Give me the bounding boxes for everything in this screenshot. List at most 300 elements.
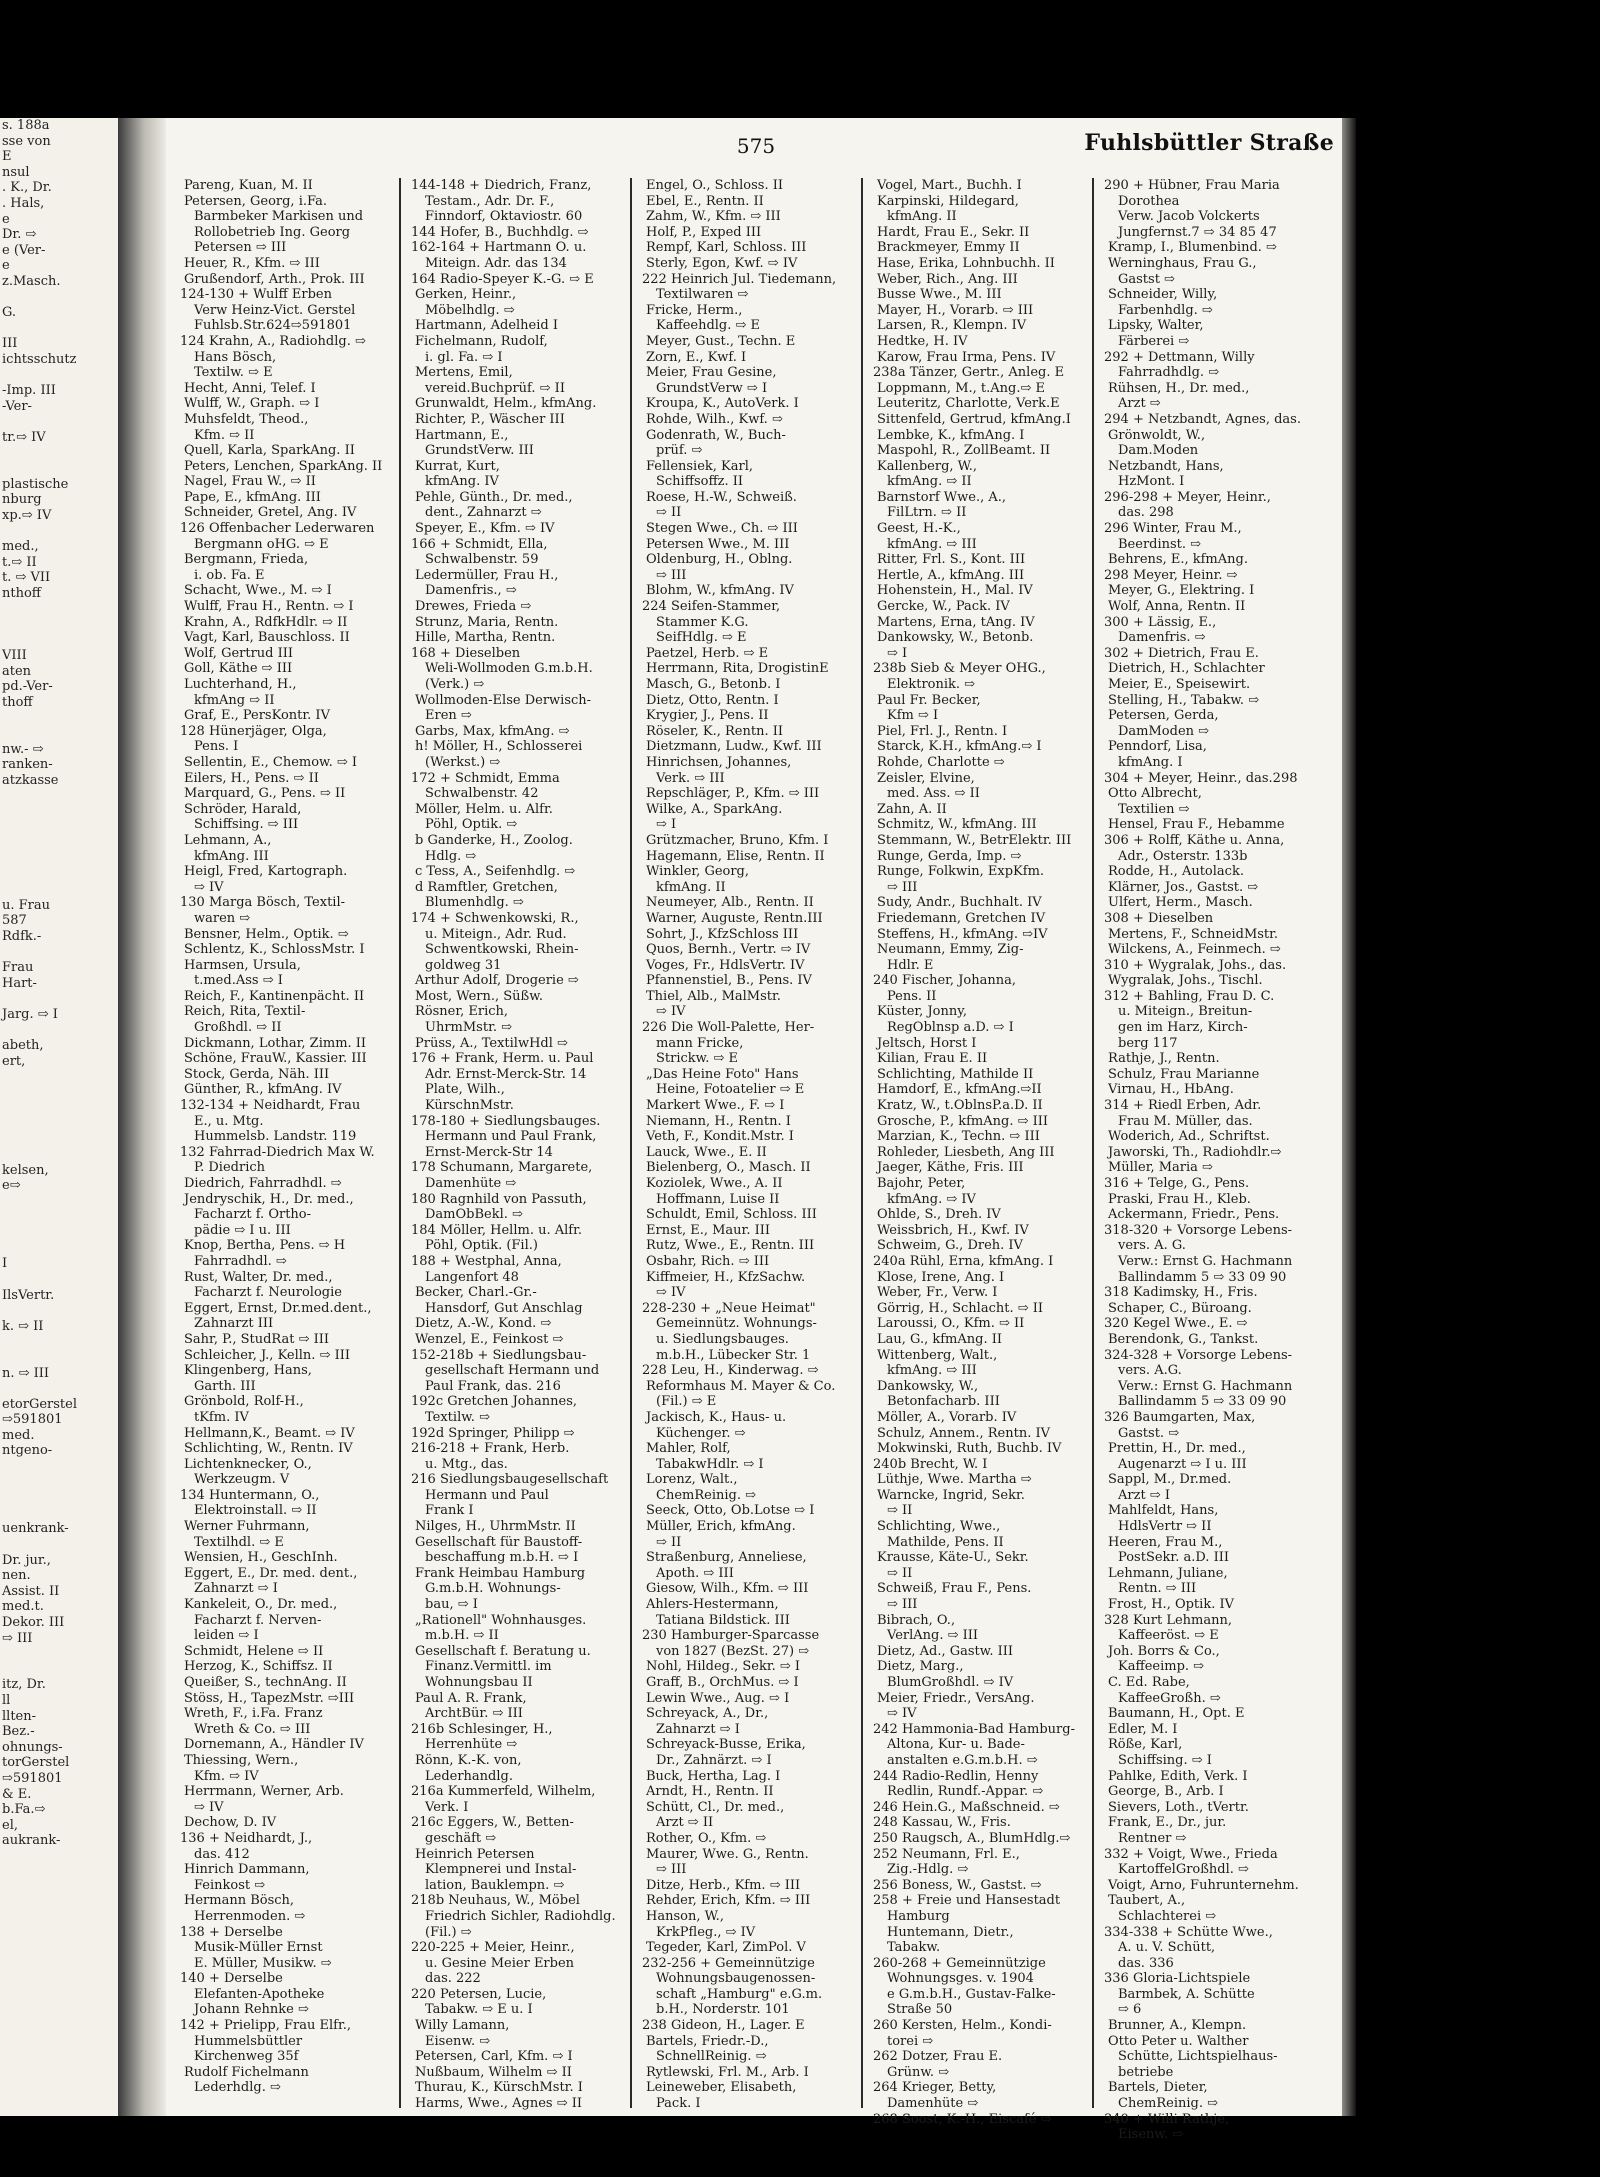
directory-entry: Frau M. Müller, das. <box>1118 1113 1253 1129</box>
directory-entry: ⇨ 6 <box>1118 2002 1142 2018</box>
directory-entry: Stock, Gerda, Näh. III <box>184 1066 330 1082</box>
directory-entry: kfmAng. IV <box>425 474 499 490</box>
directory-entry: goldweg 31 <box>425 957 502 973</box>
address-number-entry: 240b Brecht, W. I <box>873 1456 988 1472</box>
directory-entry: Kfm. ⇨ IV <box>194 1768 259 1784</box>
address-number-entry: 218b Neuhaus, W., Möbel <box>411 1893 580 1909</box>
directory-entry: Schacht, Wwe., M. ⇨ I <box>184 583 332 599</box>
directory-entry: Harms, Wwe., Agnes ⇨ II <box>415 2096 583 2112</box>
address-number-entry: 152-218b + Siedlungsbau- <box>411 1347 587 1363</box>
directory-entry: Schulz, Annem., Rentn. IV <box>877 1425 1050 1441</box>
directory-entry: Redlin, Rundf.-Appar. ⇨ <box>887 1784 1044 1800</box>
directory-entry: Eren ⇨ <box>425 708 472 724</box>
directory-entry: Wilke, A., SparkAng. <box>646 801 783 817</box>
directory-entry: Klärner, Jos., Gastst. ⇨ <box>1108 879 1259 895</box>
directory-entry: tKfm. IV <box>194 1409 249 1425</box>
address-number-entry: 242 Hammonia-Bad Hamburg- <box>873 1721 1075 1737</box>
directory-entry: Verw. Jacob Volckerts <box>1118 209 1260 225</box>
address-number-entry: 232-256 + Gemeinnützige <box>642 1955 815 1971</box>
left-page-fragment <box>0 1459 118 1475</box>
directory-entry: Fuhlsb.Str.624⇨591801 <box>194 318 352 334</box>
directory-entry: Küster, Jonny, <box>877 1004 967 1020</box>
directory-entry: PostSekr. a.D. III <box>1118 1550 1229 1566</box>
address-number-entry: 296-298 + Meyer, Heinr., <box>1104 489 1271 505</box>
left-page-fragment <box>0 1194 118 1210</box>
directory-entry: Virnau, H., HbAng. <box>1108 1082 1234 1098</box>
directory-entry: (Werkst.) ⇨ <box>425 754 501 770</box>
directory-entry: Gemeinnütz. Wohnungs- <box>656 1316 817 1332</box>
left-page-fragment: aukrank- <box>2 1833 61 1849</box>
directory-entry: Jaworski, Th., Radiohdlr.⇨ <box>1108 1144 1282 1160</box>
directory-entry: (Fil.) ⇨ E <box>656 1394 717 1410</box>
column-3 <box>642 178 863 2112</box>
address-number-entry: 306 + Rolff, Käthe u. Anna, <box>1104 832 1285 848</box>
directory-entry: Dietzmann, Ludw., Kwf. III <box>646 739 822 755</box>
directory-entry: Holf, P., Exped III <box>646 224 762 240</box>
left-page-fragment: plastische <box>2 476 69 492</box>
directory-entry: Pöhl, Optik. ⇨ <box>425 817 518 833</box>
column-2 <box>411 178 632 2112</box>
directory-entry: Rempf, Karl, Schloss. III <box>646 240 807 256</box>
directory-entry: Grönbold, Rolf-H., <box>184 1394 304 1410</box>
directory-entry: lation, Bauklempn. ⇨ <box>425 1877 565 1893</box>
directory-entry: b.H., Norderstr. 101 <box>656 2002 790 2018</box>
directory-entry: Altona, Kur- u. Bade- <box>887 1737 1025 1753</box>
left-page-fragment: Jarg. ⇨ I <box>2 1006 58 1022</box>
directory-entry: Reich, Rita, Textil- <box>184 1004 306 1020</box>
left-page-fragment: etorGerstel <box>2 1396 77 1412</box>
directory-entry: Hans Bösch, <box>194 349 277 365</box>
directory-entry: Sudy, Andr., Buchhalt. IV <box>877 895 1042 911</box>
directory-entry: Grönwoldt, W., <box>1108 427 1206 443</box>
directory-entry: Schröder, Harald, <box>184 801 302 817</box>
directory-entry: Rodde, H., Autolack. <box>1108 864 1244 880</box>
directory-entry: Schiffsing. ⇨ I <box>1118 1752 1212 1768</box>
directory-entry: geschäft ⇨ <box>425 1830 497 1846</box>
directory-entry: Petersen, Carl, Kfm. ⇨ I <box>415 2049 573 2065</box>
left-page-fragment <box>0 1350 118 1366</box>
directory-entry: Koziolek, Wwe., A. II <box>646 1176 783 1191</box>
directory-entry: Vogel, Mart., Buchh. I <box>877 178 1022 193</box>
left-page-fragment: u. Frau <box>2 897 50 913</box>
left-page-fragment: ert, <box>2 1053 26 1069</box>
directory-entry: Verw.: Ernst G. Hachmann <box>1118 1253 1293 1269</box>
directory-entry: Friedrich Sichler, Radiohdlg. <box>425 1908 616 1924</box>
directory-entry: Schreyack, A., Dr., <box>646 1706 769 1722</box>
directory-entry: Mokwinski, Ruth, Buchb. IV <box>877 1441 1062 1457</box>
address-number-entry: 142 + Prielipp, Frau Elfr., <box>180 2018 352 2034</box>
left-page-fragment: tr.⇨ IV <box>2 429 46 445</box>
directory-entry: kfmAng. ⇨ IV <box>887 1191 976 1207</box>
directory-entry: kfmAng. ⇨ II <box>887 474 972 490</box>
directory-entry: Arzt ⇨ I <box>1118 1487 1170 1503</box>
directory-entry: RegOblnsp a.D. ⇨ I <box>887 1020 1014 1036</box>
left-page-fragment <box>0 523 118 539</box>
directory-entry: Finndorf, Oktaviostr. 60 <box>425 209 583 225</box>
address-number-entry: 124 Krahn, A., Radiohdlg. ⇨ <box>180 333 366 349</box>
directory-entry: Mahler, Rolf, <box>646 1441 731 1457</box>
directory-entry: Bielenberg, O., Masch. II <box>646 1160 811 1176</box>
address-number-entry: 298 Meyer, Heinr. ⇨ <box>1104 567 1238 583</box>
directory-entry: beschaffung m.b.H. ⇨ I <box>425 1550 579 1566</box>
directory-entry: Giesow, Wilh., Kfm. ⇨ III <box>646 1581 809 1597</box>
address-number-entry: 238a Tänzer, Gertr., Anleg. E <box>873 365 1065 381</box>
directory-entry: Geest, H.-K., <box>877 521 961 537</box>
directory-entry: kfmAng. III <box>194 848 269 864</box>
directory-entry: kfmAng. II <box>887 209 957 225</box>
address-number-entry: 220 Petersen, Lucie, <box>411 1986 547 2002</box>
directory-entry: Graff, B., OrchMus. ⇨ I <box>646 1675 799 1690</box>
directory-entry: Arzt ⇨ <box>1118 396 1161 412</box>
directory-entry: Grunwaldt, Helm., kfmAng. <box>415 396 597 412</box>
directory-entry: Jeltsch, Horst I <box>877 1035 977 1051</box>
directory-entry: Otto Albrecht, <box>1108 786 1202 802</box>
left-page-fragment <box>0 445 118 461</box>
directory-entry: Winkler, Georg, <box>646 864 750 880</box>
directory-entry: Meier, E., Speisewirt. <box>1108 677 1251 692</box>
directory-entry: Finanz.Vermittl. im <box>425 1659 552 1675</box>
directory-entry: Rösner, Erich, <box>415 1004 509 1020</box>
left-page-fragment: ll <box>2 1692 11 1708</box>
left-page-fragment: Hart- <box>2 975 37 991</box>
directory-entry: Meyer, G., Elektring. I <box>1108 583 1255 599</box>
directory-entry: Sterly, Egon, Kwf. ⇨ IV <box>646 255 798 271</box>
directory-entry: vereid.Buchprüf. ⇨ II <box>425 380 565 396</box>
directory-entry: A. u. V. Schütt, <box>1118 1940 1216 1956</box>
directory-entry: GrundstVerw ⇨ I <box>656 380 768 396</box>
left-page-fragment: . K., Dr. <box>2 180 52 196</box>
left-page-fragment: e <box>2 258 10 274</box>
left-page-fragment: Dr. ⇨ <box>2 227 37 243</box>
directory-entry: Knop, Bertha, Pens. ⇨ H <box>184 1238 346 1254</box>
left-page-fragment <box>0 1225 118 1241</box>
directory-entry: Speyer, E., Kfm. ⇨ IV <box>415 521 555 537</box>
directory-entry: C. Ed. Rabe, <box>1108 1675 1190 1690</box>
directory-entry: ⇨ II <box>887 1503 913 1519</box>
address-number-entry: 256 Boness, W., Gastst. ⇨ <box>873 1877 1042 1893</box>
directory-entry: Oldenburg, H., Oblng. <box>646 552 793 568</box>
address-number-entry: 260 Kersten, Helm., Kondi- <box>873 2018 1052 2034</box>
directory-entry: Krausse, Käte-U., Sekr. <box>877 1550 1029 1566</box>
directory-entry: Kankeleit, O., Dr. med., <box>184 1597 338 1613</box>
directory-entry: Herrmann, Rita, DrogistinE <box>646 661 829 677</box>
directory-entry: Lau, G., kfmAng. II <box>877 1331 1002 1347</box>
directory-entry: Facharzt f. Neurologie <box>194 1285 342 1301</box>
directory-entry: ⇨ II <box>656 505 682 521</box>
left-page-fragment <box>0 1334 118 1350</box>
address-number-entry: 134 Huntermann, O., <box>180 1487 320 1503</box>
directory-entry: Lorenz, Walt., <box>646 1472 738 1488</box>
left-page-fragment <box>0 1085 118 1101</box>
address-number-entry: 316 + Telge, G., Pens. <box>1104 1176 1250 1191</box>
directory-entry: Zig.-Hdlg. ⇨ <box>887 1862 969 1878</box>
directory-entry: das. 336 <box>1118 1955 1174 1971</box>
directory-entry: c Tess, A., Seifenhdlg. ⇨ <box>415 864 576 880</box>
directory-entry: Vagt, Karl, Bauschloss. II <box>184 630 350 646</box>
directory-entry: torei ⇨ <box>887 2033 934 2049</box>
directory-entry: Grosche, P., kfmAng. ⇨ III <box>877 1113 1049 1129</box>
directory-entry: Facharzt f. Ortho- <box>194 1207 312 1223</box>
directory-entry: Fahrradhdlg. ⇨ <box>1118 365 1220 381</box>
directory-entry: Dietrich, H., Schlachter <box>1108 661 1265 677</box>
address-number-entry: 294 + Netzbandt, Agnes, das. <box>1104 411 1301 427</box>
directory-entry: vers. A.G. <box>1118 1363 1182 1379</box>
directory-entry: BlumGroßhdl. ⇨ IV <box>887 1675 1014 1690</box>
directory-entry: Schlichting, Mathilde II <box>877 1066 1034 1082</box>
directory-entry: Gesellschaft für Baustoff- <box>415 1534 583 1550</box>
directory-entry: Textilw. ⇨ E <box>194 365 273 381</box>
directory-entry: Dorothea <box>1118 193 1180 209</box>
directory-entry: ⇨ IV <box>656 1285 686 1301</box>
directory-entry: Praski, Frau H., Kleb. <box>1108 1191 1251 1207</box>
directory-entry: Hardt, Frau E., Sekr. II <box>877 224 1030 240</box>
directory-entry: ⇨ II <box>887 1565 913 1581</box>
directory-entry: Wohnungsbaugenossen- <box>656 1971 816 1987</box>
directory-entry: Warncke, Ingrid, Sekr. <box>877 1487 1025 1503</box>
directory-entry: Reformhaus M. Mayer & Co. <box>646 1378 836 1394</box>
directory-entry: Fellensiek, Karl, <box>646 458 754 474</box>
directory-entry: Graf, E., PersKontr. IV <box>184 708 330 724</box>
address-number-entry: 228 Leu, H., Kinderwag. ⇨ <box>642 1363 819 1379</box>
directory-entry: Sappl, M., Dr.med. <box>1108 1472 1232 1488</box>
directory-entry: Ernst-Merck-Str 14 <box>425 1144 553 1160</box>
directory-entry: Wittenberg, Walt., <box>877 1347 998 1363</box>
page-edge-shadow <box>1342 118 1356 2116</box>
directory-entry: Garth. III <box>194 1378 256 1394</box>
directory-entry: „Das Heine Foto" Hans <box>646 1066 799 1082</box>
directory-entry: Schleicher, J., Kelln. ⇨ III <box>184 1347 351 1363</box>
directory-entry: Krygier, J., Pens. II <box>646 708 769 724</box>
directory-entry: h! Möller, H., Schlosserei <box>415 739 583 755</box>
directory-entry: Jendryschik, H., Dr. med., <box>184 1191 354 1207</box>
directory-entry: Voigt, Arno, Fuhrunternehm. <box>1108 1877 1299 1893</box>
directory-entry: Engel, O., Schloss. II <box>646 178 784 193</box>
directory-entry: Wohnungsbau II <box>425 1675 533 1690</box>
directory-entry: Damenhüte ⇨ <box>887 2096 979 2112</box>
left-page-fragment <box>0 461 118 477</box>
directory-page <box>166 118 1342 2143</box>
column-5 <box>1104 178 1338 2143</box>
directory-entry: Färberei ⇨ <box>1118 333 1190 349</box>
left-page-fragment: e (Ver- <box>2 242 46 258</box>
directory-entry: Zahnarzt ⇨ I <box>194 1581 278 1597</box>
directory-entry: Marzian, K., Techn. ⇨ III <box>877 1129 1040 1145</box>
directory-entry: Wulff, W., Graph. ⇨ I <box>184 396 320 412</box>
address-number-entry: 240 Fischer, Johanna, <box>873 973 1016 989</box>
directory-entry: Hecht, Anni, Telef. I <box>184 380 316 396</box>
address-number-entry: 138 + Derselbe <box>180 1924 283 1940</box>
directory-entry: Hermann und Paul Frank, <box>425 1129 597 1145</box>
directory-entry: Facharzt f. Nerven- <box>194 1612 322 1628</box>
directory-entry: Hanson, W., <box>646 1908 724 1924</box>
directory-entry: Roese, H.-W., Schweiß. <box>646 489 797 505</box>
directory-entry: ⇨ IV <box>194 879 224 895</box>
directory-entry: Strickw. ⇨ E <box>656 1051 739 1067</box>
directory-entry: FilLtrn. ⇨ II <box>887 505 967 521</box>
directory-entry: Bartels, Dieter, <box>1108 2080 1208 2096</box>
directory-entry: Heigl, Fred, Kartograph. <box>184 864 348 880</box>
directory-entry: Nilges, H., UhrmMstr. II <box>415 1519 576 1535</box>
left-page-fragment: IlsVertr. <box>2 1287 55 1303</box>
directory-entry: Klempnerei und Instal- <box>425 1862 577 1878</box>
directory-entry: Bibrach, O., <box>877 1612 956 1628</box>
address-number-entry: 132 Fahrrad-Diedrich Max W. <box>180 1144 375 1160</box>
left-page-fragment: med.t. <box>2 1599 44 1615</box>
directory-entry: Hermann Bösch, <box>184 1893 295 1909</box>
directory-entry: Lembke, K., kfmAng. I <box>877 427 1025 443</box>
directory-entry: Bensner, Helm., Optik. ⇨ <box>184 926 349 942</box>
directory-entry: Lederhandlg. <box>425 1768 513 1784</box>
directory-entry: Stegen Wwe., Ch. ⇨ III <box>646 521 798 537</box>
column-container <box>180 178 1338 2143</box>
directory-entry: Werninghaus, Frau G., <box>1108 255 1257 271</box>
address-number-entry: 216-218 + Frank, Herb. <box>411 1441 570 1457</box>
directory-entry: Hellmann,K., Beamt. ⇨ IV <box>184 1425 355 1441</box>
directory-entry: Karow, Frau Irma, Pens. IV <box>877 349 1056 365</box>
directory-entry: Zorn, E., Kwf. I <box>646 349 747 365</box>
directory-entry: Drewes, Frieda ⇨ <box>415 599 532 615</box>
address-number-entry: 326 Baumgarten, Max, <box>1104 1409 1256 1425</box>
directory-entry: Mertens, Emil, <box>415 365 513 381</box>
directory-entry: berg 117 <box>1118 1035 1178 1051</box>
directory-entry: Barmbek, A. Schütte <box>1118 1986 1255 2002</box>
directory-entry: Verk. ⇨ III <box>656 770 725 786</box>
directory-entry: Willy Lamann, <box>415 2018 510 2034</box>
directory-entry: Heinrich Petersen <box>415 1846 535 1862</box>
directory-entry: Fichelmann, Rudolf, <box>415 333 548 349</box>
left-page-fragment: nthoff <box>2 585 42 601</box>
directory-entry: Bajohr, Peter, <box>877 1176 966 1191</box>
left-page-fragment <box>0 1506 118 1522</box>
directory-entry: P. Diedrich <box>194 1160 265 1176</box>
directory-entry: ⇨ I <box>887 645 908 661</box>
directory-entry: Pfannenstiel, B., Pens. IV <box>646 973 812 989</box>
directory-entry: Grützmacher, Bruno, Kfm. I <box>646 832 829 848</box>
directory-entry: Seeck, Otto, Ob.Lotse ⇨ I <box>646 1503 815 1519</box>
directory-entry: Schütte, Lichtspielhaus- <box>1118 2049 1278 2065</box>
directory-entry: G.m.b.H. Wohnungs- <box>425 1581 561 1597</box>
left-page-fragment: n. ⇨ III <box>2 1365 50 1381</box>
directory-entry: ⇨ IV <box>887 1706 917 1722</box>
directory-entry: Zahm, W., Kfm. ⇨ III <box>646 209 781 225</box>
directory-entry: Petersen, Gerda, <box>1108 708 1219 724</box>
directory-entry: Schneider, Willy, <box>1108 287 1218 303</box>
directory-entry: Wulff, Frau H., Rentn. ⇨ I <box>184 599 354 615</box>
left-page-fragment <box>0 1490 118 1506</box>
directory-entry: schaft „Hamburg" e.G.m. <box>656 1986 823 2002</box>
directory-entry: Barnstorf Wwe., A., <box>877 489 1007 505</box>
directory-entry: Eisenw. ⇨ <box>425 2033 491 2049</box>
left-page-fragment <box>0 321 118 337</box>
directory-entry: Rother, O., Kfm. ⇨ <box>646 1830 767 1846</box>
directory-entry: Schlachterei ⇨ <box>1118 1908 1217 1924</box>
address-number-entry: 140 + Derselbe <box>180 1971 283 1987</box>
left-page-fragment: ntgeno- <box>2 1443 53 1459</box>
directory-entry: Zeisler, Elvine, <box>877 770 975 786</box>
directory-entry: Werkzeugm. V <box>194 1472 290 1488</box>
address-number-entry: 144 Hofer, B., Buchhdlg. ⇨ <box>411 224 589 240</box>
directory-entry: Eggert, Ernst, Dr.med.dent., <box>184 1300 372 1316</box>
left-page-fragment <box>0 835 118 851</box>
directory-entry: Thiel, Alb., MalMstr. <box>646 988 781 1004</box>
directory-entry: Wensien, H., GeschInh. <box>184 1550 338 1566</box>
directory-entry: Wilckens, A., Feinmech. ⇨ <box>1108 942 1281 958</box>
directory-entry: Hoffmann, Luise II <box>656 1191 780 1207</box>
directory-entry: Netzbandt, Hans, <box>1108 458 1224 474</box>
directory-entry: Ackermann, Friedr., Pens. <box>1108 1207 1280 1223</box>
address-number-entry: 222 Heinrich Jul. Tiedemann, <box>642 271 837 287</box>
left-page-fragment: aten <box>2 663 32 679</box>
left-page-fragment: III <box>2 336 18 352</box>
directory-entry: Hamdorf, E., kfmAng.⇨II <box>877 1082 1042 1098</box>
directory-entry: Wreth, F., i.Fa. Franz <box>184 1706 323 1722</box>
address-number-entry: 188 + Westphal, Anna, <box>411 1253 562 1269</box>
directory-entry: Taubert, A., <box>1108 1893 1186 1909</box>
directory-entry: dent., Zahnarzt ⇨ <box>425 505 542 521</box>
directory-entry: Textilw. ⇨ <box>425 1409 490 1425</box>
address-number-entry: 260-268 + Gemeinnützige <box>873 1955 1046 1971</box>
directory-entry: Penndorf, Lisa, <box>1108 739 1207 755</box>
directory-entry: Hamburg <box>887 1908 950 1924</box>
directory-entry: Pens. II <box>887 988 937 1004</box>
address-number-entry: 248 Kassau, W., Fris. <box>873 1815 1011 1831</box>
address-number-entry: 162-164 + Hartmann O. u. <box>411 240 587 256</box>
directory-entry: Weber, Rich., Ang. III <box>877 271 1018 287</box>
directory-entry: Herrenmoden. ⇨ <box>194 1908 306 1924</box>
directory-entry: Tegeder, Karl, ZimPol. V <box>646 1940 806 1956</box>
left-page-edge <box>0 118 124 2116</box>
left-page-fragment: I <box>2 1256 8 1272</box>
directory-entry: Plate, Wilh., <box>425 1082 505 1098</box>
directory-entry: Pape, E., kfmAng. III <box>184 489 321 505</box>
directory-entry: anstalten e.G.m.b.H. ⇨ <box>887 1752 1038 1768</box>
directory-entry: kfmAng. I <box>1118 754 1183 770</box>
directory-entry: George, B., Arb. I <box>1108 1784 1224 1800</box>
directory-entry: Barmbeker Markisen und <box>194 209 364 225</box>
directory-entry: Hdlg. ⇨ <box>425 848 477 864</box>
directory-entry: Müller, Erich, kfmAng. <box>646 1519 796 1535</box>
directory-entry: Hagemann, Elise, Rentn. II <box>646 848 825 864</box>
directory-entry: Richter, P., Wäscher III <box>415 411 565 427</box>
directory-entry: ChemReinig. ⇨ <box>656 1487 756 1503</box>
directory-entry: Maspohl, R., ZollBeamt. II <box>877 443 1051 459</box>
directory-entry: Sellentin, E., Chemow. ⇨ I <box>184 754 358 770</box>
directory-entry: Hase, Erika, Lohnbuchh. II <box>877 255 1055 271</box>
directory-entry: m.b.H. ⇨ II <box>425 1628 499 1644</box>
directory-entry: Kirchenweg 35f <box>194 2049 299 2065</box>
directory-entry: Frank I <box>425 1503 474 1519</box>
address-number-entry: 216c Eggers, W., Betten- <box>411 1815 574 1831</box>
directory-entry: i. ob. Fa. E <box>194 567 265 583</box>
directory-entry: Verw Heinz-Vict. Gerstel <box>194 302 356 318</box>
directory-entry: Maurer, Wwe. G., Rentn. <box>646 1846 809 1862</box>
left-page-fragment <box>0 1303 118 1319</box>
directory-entry: Veth, F., Kondit.Mstr. I <box>646 1129 794 1145</box>
address-number-entry: 262 Dotzer, Frau E. <box>873 2049 1003 2065</box>
directory-entry: Ballindamm 5 ⇨ 33 09 90 <box>1118 1394 1287 1410</box>
directory-entry: u. Miteign., Adr. Rud. <box>425 926 567 942</box>
directory-entry: Osbahr, Rich. ⇨ III <box>646 1253 770 1269</box>
address-number-entry: 244 Radio-Redlin, Henny <box>873 1768 1039 1784</box>
directory-entry: Meyer, Gust., Techn. E <box>646 333 796 349</box>
address-number-entry: 130 Marga Bösch, Textil- <box>180 895 346 911</box>
directory-entry: Rönn, K.-K. von, <box>415 1752 522 1768</box>
left-page-fragment: abeth, <box>2 1038 44 1054</box>
directory-entry: Hohenstein, H., Mal. IV <box>877 583 1033 599</box>
left-page-fragment <box>0 1272 118 1288</box>
left-page-fragment: thoff <box>2 694 33 710</box>
directory-entry: Kratz, W., t.OblnsP.a.D. II <box>877 1098 1043 1114</box>
